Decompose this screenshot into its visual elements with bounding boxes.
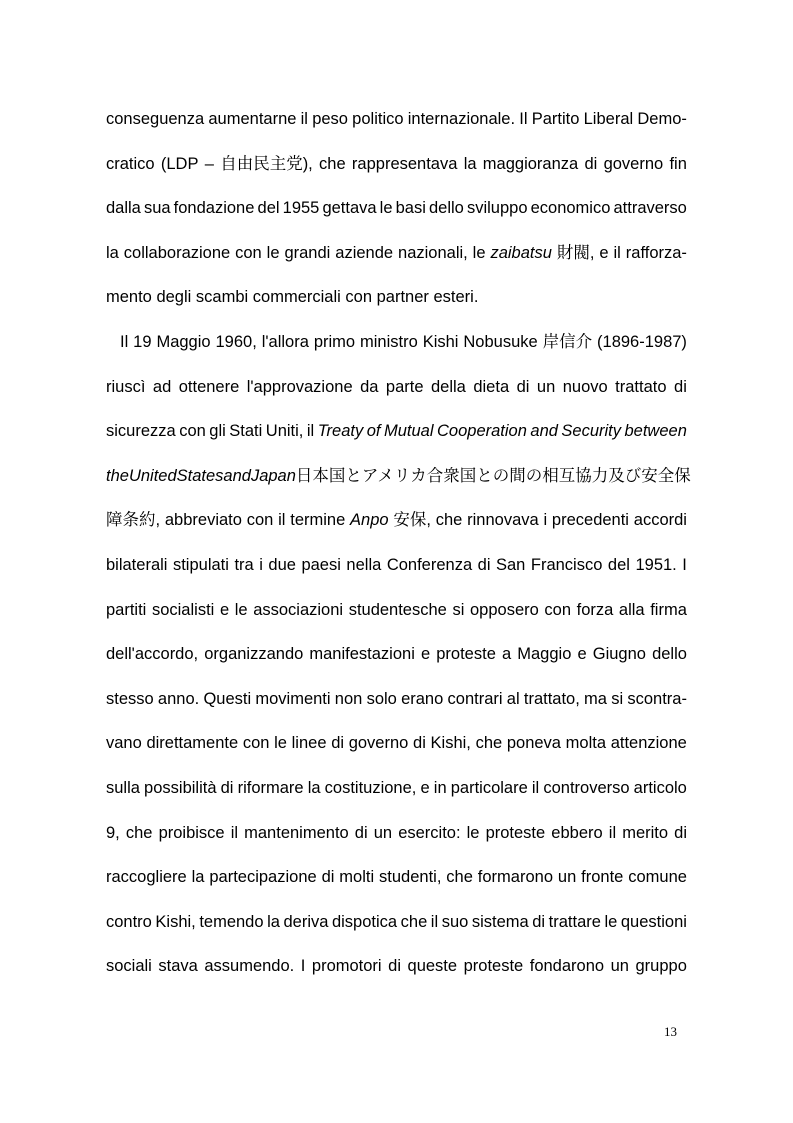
word: rafforza-	[625, 243, 687, 262]
text-line	[106, 192, 687, 237]
word: vano	[106, 734, 142, 753]
word: del	[607, 555, 630, 574]
word: riuscì	[106, 377, 146, 396]
word: temendo	[199, 912, 264, 931]
word: con	[345, 288, 372, 307]
word: le	[266, 243, 280, 262]
word: manifestazioni	[309, 645, 415, 664]
word: Il	[120, 332, 129, 351]
word: scambi	[195, 288, 249, 307]
word: stesso	[106, 689, 154, 708]
word: erano	[401, 689, 444, 708]
italic-word: zaibatsu	[490, 243, 552, 262]
word: il	[300, 110, 308, 128]
word: sicurezza	[106, 422, 176, 441]
word: 9,	[106, 823, 120, 842]
word: particolare	[450, 778, 528, 797]
word: di	[674, 823, 687, 842]
word: ebbero	[551, 823, 603, 842]
word: Il	[519, 110, 528, 128]
word: in	[433, 778, 447, 797]
word: di	[532, 912, 546, 931]
word: proteste	[463, 957, 524, 976]
word: del	[257, 199, 280, 218]
word: Maggio	[517, 645, 572, 664]
italic-word: the	[106, 466, 129, 485]
word: il	[278, 511, 286, 530]
word: tra	[234, 555, 254, 574]
word: e	[420, 778, 430, 797]
word: proibisce	[158, 823, 225, 842]
word: proteste	[436, 645, 496, 664]
text-line	[106, 148, 687, 193]
word: ad	[152, 377, 172, 396]
word: studenti,	[379, 868, 442, 887]
word: con	[544, 600, 572, 619]
word: che	[446, 868, 473, 887]
word: Demo-	[637, 110, 687, 128]
word: bilaterali	[106, 555, 168, 574]
word: forza	[576, 600, 614, 619]
word: mantenimento	[244, 823, 349, 842]
word: San	[496, 555, 526, 574]
word: con	[235, 243, 262, 262]
text-line	[106, 460, 691, 505]
italic-word: and	[530, 422, 558, 441]
text-line	[106, 281, 687, 326]
word: cratico	[106, 154, 155, 173]
word: Giugno	[592, 645, 646, 664]
text-line	[106, 817, 687, 862]
word: l'approvazione	[246, 377, 353, 396]
word: e	[420, 645, 431, 664]
word: Partito	[531, 110, 580, 128]
word: partecipazione	[209, 868, 317, 887]
word: molta	[565, 734, 607, 753]
word: che	[400, 912, 428, 931]
word: la	[307, 778, 321, 797]
word: commerciali	[252, 288, 341, 307]
word: con	[246, 511, 274, 530]
text-line	[106, 504, 687, 549]
word: di	[331, 734, 345, 753]
italic-word: States	[176, 466, 224, 485]
word: di	[321, 868, 335, 887]
word: politico	[352, 110, 404, 128]
word: le	[472, 243, 486, 262]
word: i	[259, 555, 263, 574]
word: le	[234, 600, 248, 619]
word: che	[475, 734, 503, 753]
body-text	[106, 103, 691, 995]
word: scontra-	[627, 689, 687, 708]
word: I	[300, 957, 306, 976]
word: possibilità	[144, 778, 217, 797]
word: conseguenza	[106, 110, 205, 128]
word: anno.	[157, 689, 200, 708]
word: economico	[530, 199, 611, 218]
word: proteste	[485, 823, 546, 842]
text-line	[106, 326, 687, 371]
word: sociali	[106, 957, 152, 976]
text-line	[106, 549, 687, 594]
word: ottenere	[178, 377, 240, 396]
word: Kishi,	[430, 734, 471, 753]
word: queste	[407, 957, 458, 976]
word: alla	[618, 600, 645, 619]
word: 1951.	[635, 555, 677, 574]
word: raccogliere	[106, 868, 187, 887]
word: la	[106, 243, 119, 262]
word: nazionali,	[398, 243, 468, 262]
word: e	[599, 243, 609, 262]
word: riformare	[237, 778, 304, 797]
word: con	[242, 734, 270, 753]
word: comune	[628, 868, 687, 887]
word: di	[674, 377, 687, 396]
word: il	[613, 243, 621, 262]
italic-word: Security	[561, 422, 622, 441]
word: il	[608, 823, 617, 842]
word: non	[334, 689, 363, 708]
word: governo	[603, 154, 664, 173]
word: stava	[158, 957, 198, 976]
text-line	[106, 415, 687, 460]
word: grandi	[284, 243, 331, 262]
word: organizzando	[204, 645, 304, 664]
word: dispotica	[331, 912, 398, 931]
word: di	[584, 154, 598, 173]
word: le	[604, 912, 618, 931]
word: sistema	[471, 912, 529, 931]
word: la	[267, 912, 280, 931]
word: paesi	[301, 555, 341, 574]
word: (1896-1987)	[597, 332, 687, 351]
word: parte	[385, 377, 424, 396]
word: e	[577, 645, 587, 664]
word: dell'accordo,	[106, 645, 199, 664]
word: assumendo.	[204, 957, 295, 976]
text-line	[106, 237, 687, 282]
word: rinnovava	[467, 511, 539, 530]
word: studentesche	[348, 600, 447, 619]
word: deriva	[283, 912, 329, 931]
word: trattato,	[523, 689, 580, 708]
word: della	[431, 377, 466, 396]
word: nella	[346, 555, 382, 574]
word: sulla	[106, 778, 140, 797]
word: 岸信介	[542, 332, 593, 351]
italic-word: between	[624, 422, 687, 441]
word: –	[204, 154, 214, 173]
word: abbreviato	[164, 511, 242, 530]
word: un	[373, 823, 393, 842]
word: dello	[428, 199, 464, 218]
word: nuovo	[562, 377, 608, 396]
word: i	[543, 511, 548, 530]
word: stipulati	[172, 555, 229, 574]
page-number: 13	[664, 1024, 677, 1039]
word: Questi	[203, 689, 252, 708]
word: un	[536, 377, 556, 396]
word: internazionale.	[407, 110, 516, 128]
word: e	[219, 600, 230, 619]
word: termine	[290, 511, 346, 530]
word: maggioranza	[482, 154, 579, 173]
word: fondarono	[529, 957, 605, 976]
text-line	[106, 861, 687, 906]
word: controverso	[543, 778, 630, 797]
word: basi	[395, 199, 426, 218]
word: rappresentava	[351, 154, 458, 173]
word: Nobusuke	[463, 332, 538, 351]
word: le	[274, 734, 287, 753]
italic-word: United	[128, 466, 177, 485]
word: Uniti,	[265, 422, 304, 441]
text-line	[106, 683, 687, 728]
italic-word: Cooperation	[437, 422, 527, 441]
word: con	[179, 422, 206, 441]
text-line	[106, 103, 687, 148]
word: 1955	[282, 199, 320, 218]
text-line	[106, 638, 687, 683]
word: le	[466, 823, 480, 842]
word: dieta	[473, 377, 510, 396]
word: trattato	[615, 377, 667, 396]
italic-word: Anpo	[350, 511, 389, 530]
word: Kishi,	[155, 912, 196, 931]
word: articolo	[633, 778, 687, 797]
word: dalla	[106, 199, 141, 218]
word: di	[413, 734, 426, 753]
word: il	[230, 823, 239, 842]
word: sua	[143, 199, 171, 218]
italic-word: of	[366, 422, 381, 441]
word: firma	[650, 600, 687, 619]
word: solo	[366, 689, 397, 708]
word: di	[220, 778, 234, 797]
word: 1960,	[215, 332, 257, 351]
word: ministro	[360, 332, 418, 351]
italic-word: Treaty	[317, 422, 364, 441]
word: contrari	[447, 689, 503, 708]
word: un	[557, 868, 577, 887]
word: socialisti	[151, 600, 215, 619]
word: il	[531, 778, 540, 797]
word: mento	[106, 288, 152, 307]
text-line	[106, 772, 687, 817]
word: gli	[209, 422, 226, 441]
word: precedenti	[551, 511, 629, 530]
word: 自由民主党),	[220, 154, 313, 173]
text-line	[106, 727, 687, 772]
word: che	[435, 511, 463, 530]
word: di	[477, 555, 491, 574]
word: la	[191, 868, 205, 887]
word: direttamente	[146, 734, 239, 753]
text-line	[106, 594, 687, 639]
word: fin	[669, 154, 687, 173]
word: suo	[441, 912, 469, 931]
word: l'allora	[261, 332, 309, 351]
text-line	[106, 906, 687, 951]
word: di	[388, 957, 401, 976]
word: aumentarne	[208, 110, 297, 128]
word: che	[319, 154, 346, 173]
italic-word: Japan	[250, 466, 296, 485]
word: un	[610, 957, 629, 976]
word: di	[516, 377, 530, 396]
word: attenzione	[610, 734, 687, 753]
word: accordi	[633, 511, 687, 530]
word: 財閥,	[556, 243, 595, 262]
word: esteri.	[433, 288, 479, 307]
word: che	[125, 823, 153, 842]
word: I	[682, 555, 687, 574]
word: la	[463, 154, 477, 173]
word: movimenti	[255, 689, 331, 708]
word: primo	[313, 332, 356, 351]
word: dello	[652, 645, 687, 664]
word: merito	[622, 823, 669, 842]
word: costituzione,	[324, 778, 417, 797]
word: sviluppo	[466, 199, 528, 218]
word: opposero	[469, 600, 539, 619]
word: al	[506, 689, 520, 708]
word: (LDP	[160, 154, 199, 173]
word: promotori	[311, 957, 382, 976]
word: gettava	[322, 199, 377, 218]
italic-word: Mutual	[383, 422, 434, 441]
word: fronte	[581, 868, 624, 887]
word: Stati	[229, 422, 263, 441]
word: collaborazione	[123, 243, 231, 262]
word: il	[430, 912, 439, 931]
word: aziende	[335, 243, 394, 262]
word: degli	[156, 288, 192, 307]
word: esercito:	[398, 823, 461, 842]
word: fondazione	[173, 199, 255, 218]
word: associazioni	[253, 600, 344, 619]
word: 日本国とアメリカ合衆国との間の相互協力及び安全保	[295, 466, 691, 485]
word: Francisco	[530, 555, 603, 574]
word: gruppo	[635, 957, 687, 976]
text-line	[106, 950, 687, 995]
text-line	[106, 371, 687, 416]
word: linee	[291, 734, 327, 753]
word: peso	[312, 110, 348, 128]
word: partiti	[106, 600, 147, 619]
italic-word: and	[223, 466, 251, 485]
word: questioni	[620, 912, 687, 931]
word: da	[360, 377, 379, 396]
word: due	[268, 555, 296, 574]
word: 19	[133, 332, 152, 351]
word: il	[306, 422, 315, 441]
word: partner	[376, 288, 429, 307]
word: Liberal	[583, 110, 634, 128]
word: contro	[106, 912, 152, 931]
word: trattare	[548, 912, 601, 931]
word: Kishi	[422, 332, 459, 351]
word: formarono	[477, 868, 553, 887]
word: attraverso	[613, 199, 687, 218]
word: governo	[348, 734, 409, 753]
word: Maggio	[156, 332, 211, 351]
word: Conferenza	[386, 555, 473, 574]
word: molti	[339, 868, 375, 887]
word: a	[501, 645, 512, 664]
word: 安保,	[393, 511, 431, 530]
word: si	[452, 600, 465, 619]
word: le	[379, 199, 393, 218]
word: si	[611, 689, 624, 708]
word: di	[354, 823, 368, 842]
word: poneva	[506, 734, 561, 753]
word: ma	[584, 689, 607, 708]
word: 障条約,	[106, 511, 161, 530]
